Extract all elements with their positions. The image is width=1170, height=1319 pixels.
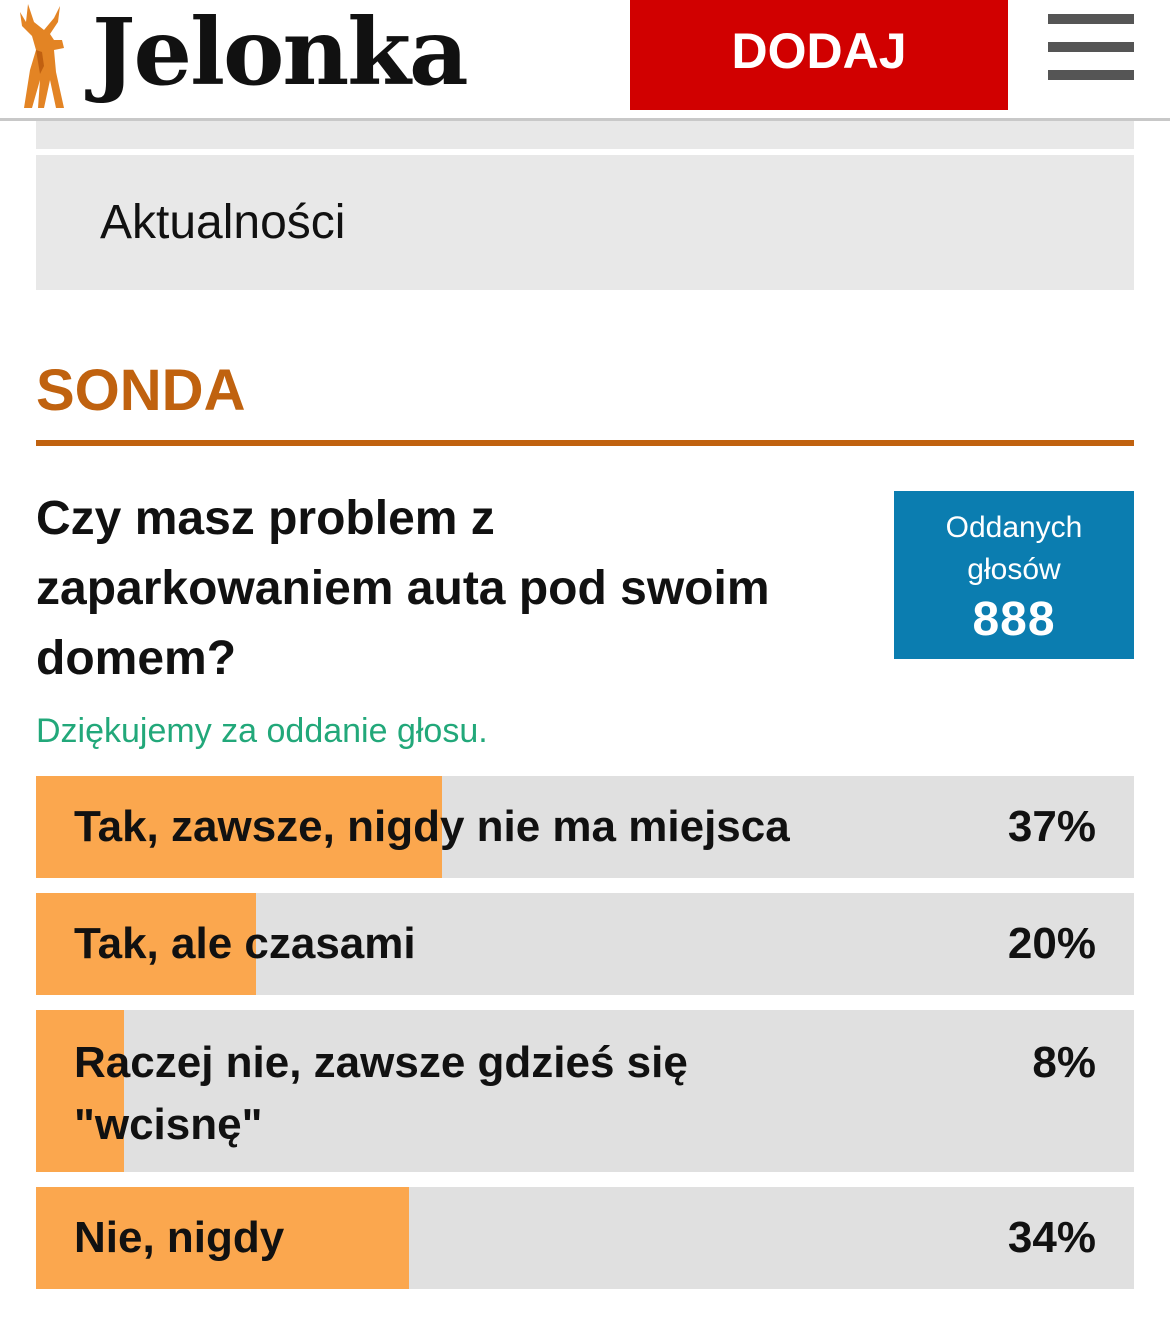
- poll-result-row: [36, 776, 1134, 878]
- result-percent: 37%: [1007, 802, 1096, 851]
- site-logo[interactable]: Jelonka: [92, 0, 467, 106]
- poll-question: Czy masz problem z zaparkowaniem auta pod swoim domem?: [36, 492, 770, 685]
- thanks-message: Dziękujemy za oddanie głosu.: [36, 712, 488, 750]
- result-percent: 8%: [1032, 1038, 1096, 1087]
- site-header: [0, 0, 1170, 121]
- nav-item-previous[interactable]: [36, 121, 1134, 149]
- add-button[interactable]: DODAJ: [630, 0, 1008, 110]
- votes-count: 888: [972, 593, 1056, 646]
- section-divider: [36, 440, 1134, 446]
- votes-count-box: [894, 491, 1134, 659]
- votes-label-line1: Oddanych: [945, 511, 1083, 544]
- poll-result-row: [36, 1010, 1134, 1172]
- result-percent: 34%: [1007, 1213, 1096, 1262]
- poll-result-row: [36, 893, 1134, 995]
- result-label: Tak, zawsze, nigdy nie ma miejsca: [74, 802, 790, 851]
- result-label: Tak, ale czasami: [74, 919, 416, 968]
- section-title: SONDA: [36, 358, 246, 423]
- deer-logo-icon[interactable]: [14, 0, 74, 110]
- votes-label-line2: głosów: [967, 553, 1061, 586]
- hamburger-menu-icon[interactable]: [1048, 14, 1134, 80]
- poll-result-row: [36, 1187, 1134, 1289]
- nav-item-label: Aktualności: [100, 196, 346, 249]
- result-label: Nie, nigdy: [74, 1213, 285, 1262]
- nav-item-aktualnosci[interactable]: [36, 155, 1134, 290]
- result-label: Raczej nie, zawsze gdzieś się "wcisnę": [74, 1038, 688, 1149]
- result-percent: 20%: [1007, 919, 1096, 968]
